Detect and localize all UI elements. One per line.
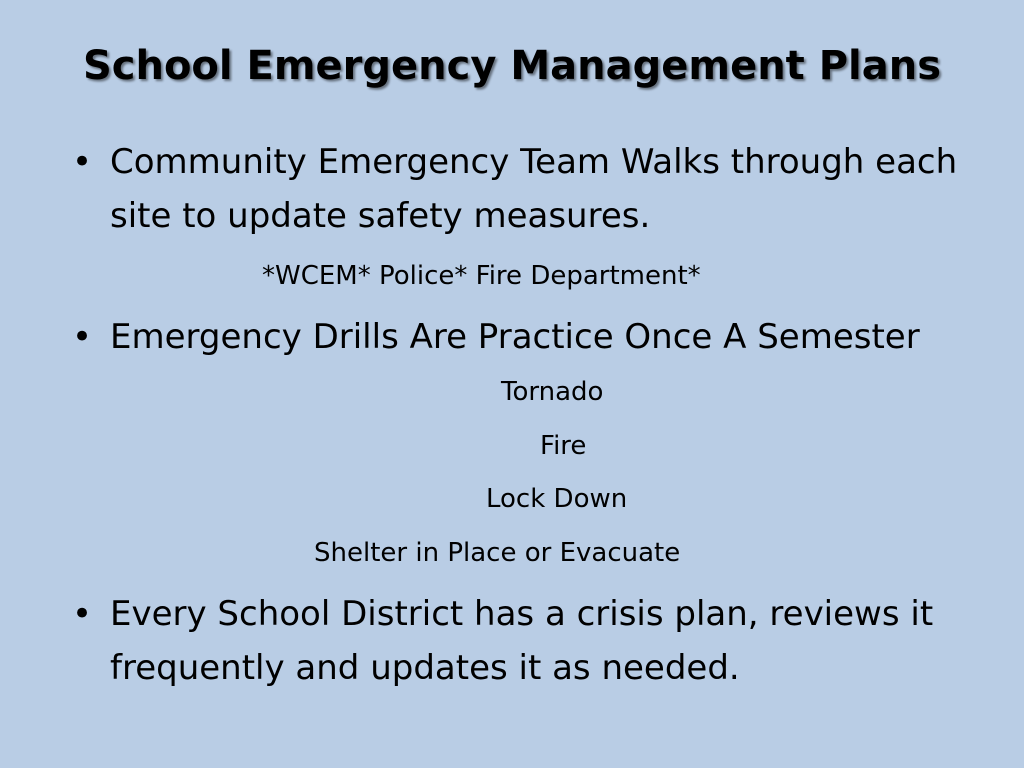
- bullet-item: [72, 135, 972, 243]
- sub-item: Tornado: [501, 377, 604, 407]
- bullet-point-icon: •: [72, 142, 93, 182]
- bullet-point-icon: •: [72, 594, 93, 634]
- bullet-text: Emergency Drills Are Practice Once A Semester: [110, 317, 920, 357]
- slide-title: School Emergency Management Plans: [82, 43, 942, 89]
- bullet-text: Community Emergency Team Walks through each site to update safety measures.: [110, 142, 958, 236]
- bullet-text: Every School District has a crisis plan, reviews it frequently and updates it as needed.: [110, 594, 934, 688]
- bullet-item: [72, 587, 972, 695]
- sub-item: Lock Down: [486, 484, 628, 514]
- bullet-point-icon: •: [72, 317, 93, 357]
- bullet-item: [72, 310, 972, 364]
- sub-item: Fire: [540, 431, 587, 461]
- sub-item: Shelter in Place or Evacuate: [314, 538, 681, 568]
- sub-item: *WCEM* Police* Fire Department*: [262, 261, 701, 291]
